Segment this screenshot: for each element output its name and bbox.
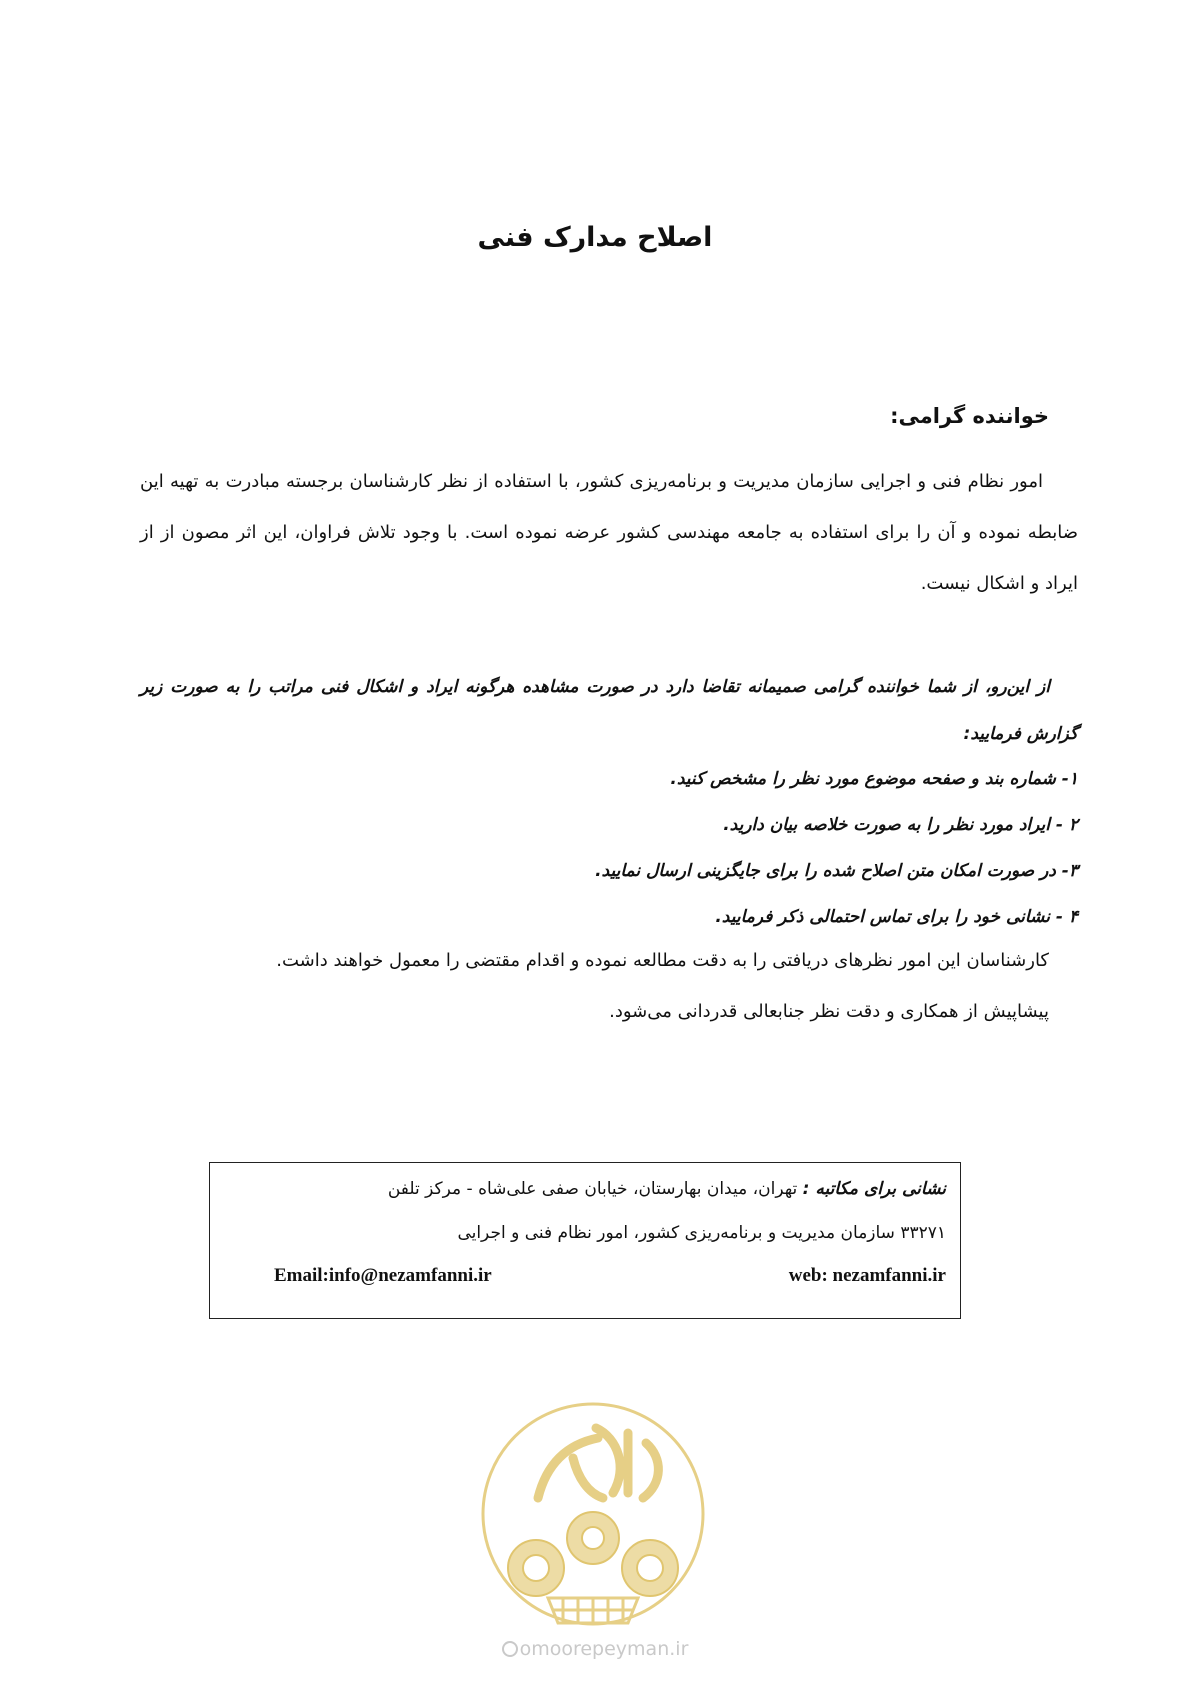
address-text: تهران، میدان بهارستان، خیابان صفی علی‌شاه - مرکز تلفن bbox=[387, 1179, 798, 1199]
list-item: ۱- شماره بند و صفحه موضوع مورد نظر را مشخص کنید. bbox=[670, 769, 1078, 789]
list-item: ۴ - نشانی خود را برای تماس احتمالی ذکر فرمایید. bbox=[715, 907, 1078, 927]
closing-line: کارشناسان این امور نظرهای دریافتی را به دقت مطالعه نموده و اقدام مقتضی را معمول خواهند داشت. bbox=[276, 950, 1049, 971]
closing-line: پیشاپیش از همکاری و دقت نظر جنابعالی قدردانی می‌شود. bbox=[609, 1001, 1049, 1022]
list-item: ۳- در صورت امکان متن اصلاح شده را برای جایگزینی ارسال نمایید. bbox=[595, 861, 1078, 881]
salutation-heading: خواننده گرامی: bbox=[890, 404, 1049, 428]
list-item: ۲ - ایراد مورد نظر را به صورت خلاصه بیان دارید. bbox=[723, 815, 1078, 835]
watermark-label: omoorepeyman.ir bbox=[519, 1638, 689, 1660]
address-line bbox=[388, 1179, 946, 1199]
at-icon bbox=[502, 1641, 518, 1657]
email-link[interactable]: Email:info@nezamfanni.ir bbox=[274, 1265, 492, 1286]
contact-box bbox=[209, 1162, 961, 1319]
web-link[interactable]: web: nezamfanni.ir bbox=[788, 1265, 946, 1286]
address-label: نشانی برای مکاتبه : bbox=[802, 1179, 946, 1199]
address-line-2: ۳۳۲۷۱ سازمان مدیریت و برنامه‌ریزی کشور، امور نظام فنی و اجرایی bbox=[457, 1223, 946, 1243]
instructions-list bbox=[140, 756, 1078, 940]
page-title: اصلاح مدارک فنی bbox=[477, 222, 713, 253]
closing-paragraph bbox=[141, 935, 1049, 1037]
request-paragraph: از این‌رو، از شما خواننده گرامی صمیمانه تقاضا دارد در صورت مشاهده هرگونه ایراد و اشکال فنی مراتب را به صورت زیر گزارش فرمایید: bbox=[140, 677, 1078, 744]
intro-paragraph: امور نظام فنی و اجرایی سازمان مدیریت و برنامه‌ریزی کشور، با استفاده از نظر کارشناسان برجسته مبادرت به تهیه این ضابطه نموده و آن را برای استفاده به جامعه مهندسی کشور عرضه نموده است. با وجود تلاش فراوان، این اثر مصون از از ایراد و اشکال نیست. bbox=[140, 471, 1078, 594]
omoorepeyman-seal-icon bbox=[478, 1398, 708, 1630]
watermark-text bbox=[490, 1638, 700, 1660]
